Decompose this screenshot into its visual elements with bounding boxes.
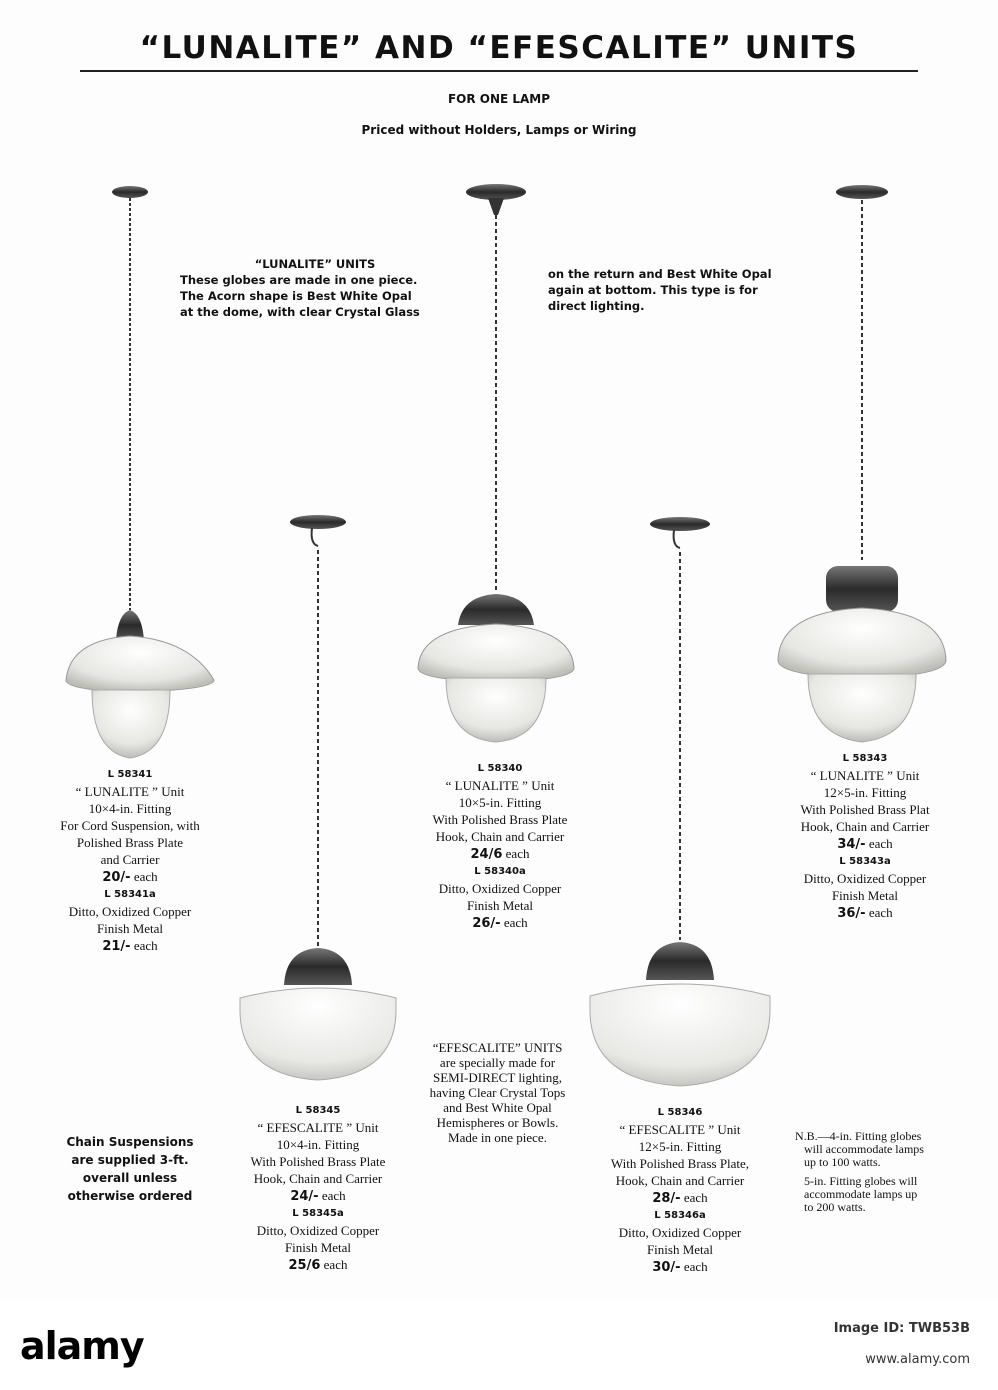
alt-desc: Finish Metal [646, 1242, 714, 1257]
alamy-logo[interactable]: alamy [20, 1324, 144, 1368]
product-code: L 58346 [657, 1107, 703, 1118]
product-size: 12×5-in. Fitting [638, 1139, 722, 1154]
alt-desc: Finish Metal [466, 898, 534, 913]
product-desc: With Polished Brass Plat [800, 802, 930, 817]
lunalite-cont2: again at bottom. This type is for [548, 283, 758, 297]
product-desc: Polished Brass Plate [76, 835, 184, 850]
lunalite-cont3: direct lighting. [548, 299, 645, 313]
nb-line: accommodate lamps up [804, 1187, 918, 1201]
nb-line: to 200 watts. [804, 1200, 866, 1214]
product-size: 12×5-in. Fitting [823, 785, 907, 800]
chain-suspension-note [50, 1133, 210, 1205]
product-desc: Hook, Chain and Carrier [253, 1171, 383, 1186]
lunalite-line1: These globes are made in one piece. [180, 273, 418, 287]
product-desc: With Polished Brass Plate, [610, 1156, 750, 1171]
product-58346 [580, 1104, 780, 1276]
product-58341 [40, 766, 220, 955]
alt-price: 25/6 each [288, 1257, 348, 1273]
product-desc: Hook, Chain and Carrier [800, 819, 930, 834]
product-price: 28/- each [652, 1190, 708, 1206]
product-desc: With Polished Brass Plate [432, 812, 568, 827]
product-price: 24/- each [290, 1188, 346, 1204]
product-desc: For Cord Suspension, with [60, 818, 200, 833]
note-line: otherwise ordered [67, 1189, 193, 1203]
nb-line: up to 100 watts. [804, 1155, 881, 1169]
nb-line: will accommodate lamps [804, 1142, 924, 1156]
nb-line: N.B.—4-in. Fitting globes [795, 1129, 922, 1143]
note-line: are supplied 3-ft. [71, 1153, 189, 1167]
efescalite-line: Hemispheres or Bowls. [436, 1115, 559, 1130]
nb-para-2 [795, 1175, 975, 1214]
alt-price: 26/- each [472, 915, 528, 931]
alt-product-code: L 58345a [292, 1208, 344, 1219]
lunalite-intro [180, 256, 450, 320]
product-name: “ LUNALITE ” Unit [75, 784, 185, 799]
product-price: 24/6 each [470, 846, 530, 862]
lunalite-line3: at the dome, with clear Crystal Glass [180, 305, 420, 319]
lunalite-cont1: on the return and Best White Opal [548, 267, 772, 281]
alt-desc: Ditto, Oxidized Copper [68, 904, 192, 919]
page-note: Priced without Holders, Lamps or Wiring [361, 123, 637, 137]
efescalite-line: are specially made for [439, 1055, 556, 1070]
efescalite-line: having Clear Crystal Tops [429, 1085, 566, 1100]
product-desc: Hook, Chain and Carrier [615, 1173, 745, 1188]
alt-desc: Finish Metal [284, 1240, 352, 1255]
product-desc: and Carrier [100, 852, 160, 867]
alt-desc: Finish Metal [96, 921, 164, 936]
efescalite-heading: “EFESCALITE” UNITS [432, 1040, 563, 1055]
efescalite-intro [405, 1040, 590, 1145]
product-size: 10×4-in. Fitting [88, 801, 172, 816]
nb-para-1 [795, 1130, 975, 1169]
product-price: 34/- each [837, 836, 893, 852]
lunalite-line2: The Acorn shape is Best White Opal [180, 289, 412, 303]
alt-product-code: L 58340a [474, 866, 526, 877]
site-link[interactable]: www.alamy.com [865, 1352, 970, 1367]
page-title: “LUNALITE” AND “EFESCALITE” UNITS [139, 30, 859, 66]
note-line: Chain Suspensions [66, 1135, 194, 1149]
alt-product-code: L 58346a [654, 1210, 706, 1221]
product-name: “ LUNALITE ” Unit [445, 778, 555, 793]
alt-desc: Ditto, Oxidized Copper [256, 1223, 380, 1238]
alt-price: 36/- each [837, 905, 893, 921]
product-code: L 58340 [477, 763, 523, 774]
image-id: Image ID: TWB53B [833, 1321, 970, 1336]
page-subtitle: FOR ONE LAMP [447, 92, 551, 106]
alt-desc: Ditto, Oxidized Copper [803, 871, 927, 886]
nb-line: 5-in. Fitting globes will [804, 1174, 918, 1188]
alt-product-code: L 58341a [104, 889, 156, 900]
nb-note [795, 1130, 975, 1220]
product-name: “ LUNALITE ” Unit [810, 768, 920, 783]
product-size: 10×5-in. Fitting [458, 795, 542, 810]
note-line: overall unless [82, 1171, 178, 1185]
product-58343 [770, 750, 960, 922]
image-id-block [834, 1320, 970, 1368]
product-58345 [220, 1102, 416, 1274]
product-desc: With Polished Brass Plate [250, 1154, 386, 1169]
footer-bar [0, 1300, 998, 1390]
product-desc: Hook, Chain and Carrier [435, 829, 565, 844]
lunalite-intro-continued [548, 266, 828, 314]
product-code: L 58345 [295, 1105, 341, 1116]
alt-desc: Ditto, Oxidized Copper [618, 1225, 742, 1240]
lamp-58345-illustration [240, 515, 396, 1080]
product-58340 [400, 760, 600, 932]
alt-product-code: L 58343a [839, 856, 891, 867]
alt-desc: Ditto, Oxidized Copper [438, 881, 562, 896]
lamp-58346-illustration [590, 517, 770, 1086]
product-size: 10×4-in. Fitting [276, 1137, 360, 1152]
product-name: “ EFESCALITE ” Unit [619, 1122, 741, 1137]
alt-price: 30/- each [652, 1259, 708, 1275]
efescalite-line: and Best White Opal [443, 1100, 552, 1115]
alt-desc: Finish Metal [831, 888, 899, 903]
efescalite-line: Made in one piece. [448, 1130, 547, 1145]
product-name: “ EFESCALITE ” Unit [257, 1120, 379, 1135]
product-code: L 58341 [107, 769, 153, 780]
alt-price: 21/- each [102, 938, 158, 954]
efescalite-line: SEMI-DIRECT lighting, [432, 1070, 563, 1085]
product-code: L 58343 [842, 753, 888, 764]
lunalite-heading: “LUNALITE” UNITS [254, 257, 376, 271]
product-price: 20/- each [102, 869, 158, 885]
